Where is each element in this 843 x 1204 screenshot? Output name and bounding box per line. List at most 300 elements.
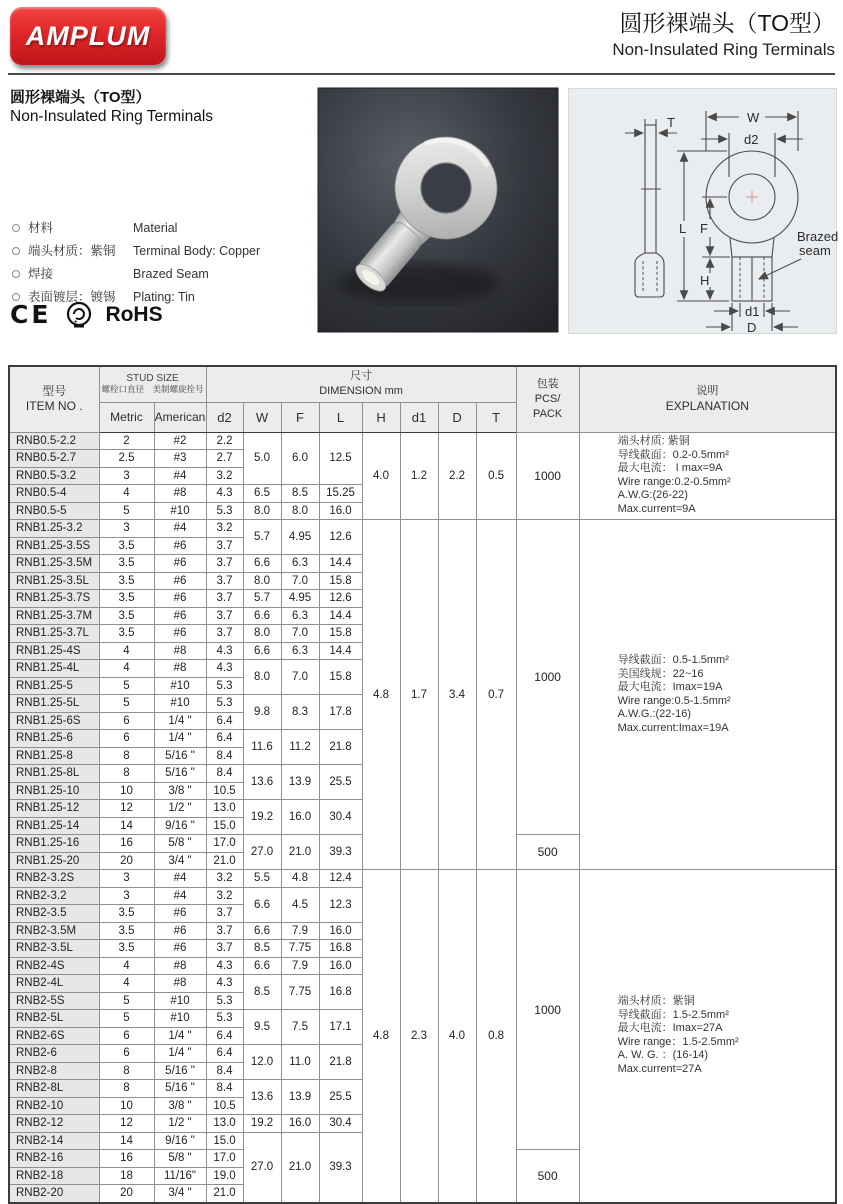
explanation-line: Max.current=9A bbox=[617, 502, 696, 515]
item-no-cell: RNB1.25-3.7L bbox=[9, 625, 99, 643]
american-cell: 11/16" bbox=[154, 1167, 206, 1185]
item-no-cell: RNB1.25-3.5M bbox=[9, 555, 99, 573]
f-cell: 6.3 bbox=[281, 607, 319, 625]
american-cell: 3/4 " bbox=[154, 1185, 206, 1203]
d2-cell: 5.3 bbox=[206, 677, 243, 695]
american-cell: 1/2 " bbox=[154, 1115, 206, 1133]
d2-cell: 3.7 bbox=[206, 625, 243, 643]
d1-cell: 1.7 bbox=[400, 520, 438, 870]
explanation-line: 美国线规：22~16 bbox=[617, 667, 704, 680]
h-cell: 4.0 bbox=[362, 432, 400, 520]
brand-logo bbox=[10, 7, 166, 65]
explanation-line: Max.current:Imax=19A bbox=[617, 721, 729, 734]
item-no-cell: RNB1.25-8 bbox=[9, 747, 99, 765]
explanation-line: 导线截面：0.2-0.5mm² bbox=[617, 448, 729, 461]
american-cell: 5/16 " bbox=[154, 1080, 206, 1098]
item-no-cell: RNB1.25-16 bbox=[9, 835, 99, 853]
diagram-label-h: H bbox=[700, 273, 710, 288]
l-cell: 12.6 bbox=[319, 520, 362, 555]
item-no-cell: RNB0.5-3.2 bbox=[9, 467, 99, 485]
metric-cell: 8 bbox=[99, 1062, 154, 1080]
metric-cell: 6 bbox=[99, 1045, 154, 1063]
d2-cell: 8.4 bbox=[206, 747, 243, 765]
material-item bbox=[10, 243, 310, 259]
bullet-icon bbox=[12, 247, 20, 255]
col-header-h: H bbox=[362, 402, 400, 432]
l-cell: 17.8 bbox=[319, 695, 362, 730]
col-header-f: F bbox=[281, 402, 319, 432]
f-cell: 7.0 bbox=[281, 572, 319, 590]
item-no-cell: RNB1.25-3.2 bbox=[9, 520, 99, 538]
item-no-cell: RNB1.25-5L bbox=[9, 695, 99, 713]
w-cell: 8.5 bbox=[243, 940, 281, 958]
d2-cell: 6.4 bbox=[206, 1045, 243, 1063]
w-cell: 6.6 bbox=[243, 957, 281, 975]
item-no-cell: RNB1.25-14 bbox=[9, 817, 99, 835]
american-cell: 9/16 " bbox=[154, 817, 206, 835]
f-cell: 7.5 bbox=[281, 1010, 319, 1045]
w-cell: 19.2 bbox=[243, 800, 281, 835]
metric-cell: 20 bbox=[99, 1185, 154, 1203]
l-cell: 15.8 bbox=[319, 625, 362, 643]
d2-cell: 8.4 bbox=[206, 1080, 243, 1098]
metric-cell: 3.5 bbox=[99, 940, 154, 958]
d2-cell: 3.2 bbox=[206, 467, 243, 485]
metric-cell: 12 bbox=[99, 800, 154, 818]
explanation-cell bbox=[579, 432, 836, 520]
d2-cell: 3.7 bbox=[206, 905, 243, 923]
metric-cell: 5 bbox=[99, 1010, 154, 1028]
metric-cell: 12 bbox=[99, 1115, 154, 1133]
w-cell: 6.6 bbox=[243, 607, 281, 625]
col-header-american: American bbox=[154, 402, 206, 432]
metric-cell: 14 bbox=[99, 817, 154, 835]
f-cell: 6.0 bbox=[281, 432, 319, 485]
explanation-cell bbox=[579, 520, 836, 870]
d2-cell: 4.3 bbox=[206, 642, 243, 660]
d2-cell: 2.7 bbox=[206, 450, 243, 468]
w-cell: 6.6 bbox=[243, 887, 281, 922]
l-cell: 14.4 bbox=[319, 607, 362, 625]
item-no-cell: RNB1.25-4S bbox=[9, 642, 99, 660]
l-cell: 17.1 bbox=[319, 1010, 362, 1045]
american-cell: 5/8 " bbox=[154, 835, 206, 853]
item-no-cell: RNB0.5-5 bbox=[9, 502, 99, 520]
item-no-cell: RNB1.25-3.5L bbox=[9, 572, 99, 590]
w-cell: 9.8 bbox=[243, 695, 281, 730]
pack-cell: 1000 bbox=[516, 520, 579, 835]
diagram-label-w: W bbox=[747, 110, 760, 125]
d2-cell: 19.0 bbox=[206, 1167, 243, 1185]
item-no-cell: RNB2-12 bbox=[9, 1115, 99, 1133]
item-no-cell: RNB1.25-3.5S bbox=[9, 537, 99, 555]
explanation-cell bbox=[579, 870, 836, 1203]
w-cell: 5.5 bbox=[243, 870, 281, 888]
l-cell: 12.5 bbox=[319, 432, 362, 485]
diagram-label-brazed-2: seam bbox=[799, 243, 831, 258]
w-cell: 6.5 bbox=[243, 485, 281, 503]
diagram-label-d1: d1 bbox=[745, 304, 760, 319]
explanation-line: 最大电流：Imax=19A bbox=[617, 681, 723, 693]
d2-cell: 4.3 bbox=[206, 975, 243, 993]
american-cell: #6 bbox=[154, 590, 206, 608]
diagram-label-l: L bbox=[679, 221, 687, 236]
metric-cell: 20 bbox=[99, 852, 154, 870]
w-cell: 6.6 bbox=[243, 922, 281, 940]
col-header-stud-size: STUD SIZE 螺栓口直径 美制螺旋拴号 bbox=[99, 366, 206, 402]
w-cell: 13.6 bbox=[243, 765, 281, 800]
d2-cell: 2.2 bbox=[206, 432, 243, 450]
item-no-cell: RNB1.25-20 bbox=[9, 852, 99, 870]
d2-cell: 3.7 bbox=[206, 572, 243, 590]
metric-cell: 6 bbox=[99, 712, 154, 730]
metric-cell: 8 bbox=[99, 1080, 154, 1098]
item-no-cell: RNB1.25-3.7M bbox=[9, 607, 99, 625]
f-cell: 21.0 bbox=[281, 835, 319, 870]
material-en: Brazed Seam bbox=[133, 267, 209, 281]
f-cell: 8.0 bbox=[281, 502, 319, 520]
d2-cell: 10.5 bbox=[206, 782, 243, 800]
f-cell: 13.9 bbox=[281, 765, 319, 800]
table-row bbox=[9, 870, 836, 888]
american-cell: 9/16 " bbox=[154, 1132, 206, 1150]
item-no-cell: RNB1.25-10 bbox=[9, 782, 99, 800]
diagram-label-f: F bbox=[700, 221, 708, 236]
w-cell: 5.7 bbox=[243, 590, 281, 608]
american-cell: #6 bbox=[154, 625, 206, 643]
american-cell: 3/8 " bbox=[154, 1097, 206, 1115]
metric-cell: 4 bbox=[99, 660, 154, 678]
material-item bbox=[10, 266, 310, 282]
f-cell: 4.95 bbox=[281, 590, 319, 608]
item-no-cell: RNB2-5S bbox=[9, 992, 99, 1010]
item-no-cell: RNB2-3.2S bbox=[9, 870, 99, 888]
l-cell: 16.0 bbox=[319, 922, 362, 940]
product-title-zh: 圆形裸端头（TO型） bbox=[10, 89, 151, 106]
d1-cell: 2.3 bbox=[400, 870, 438, 1203]
d2-cell: 6.4 bbox=[206, 1027, 243, 1045]
diagram-label-d: D bbox=[747, 320, 757, 335]
ce-icon: CE bbox=[10, 300, 52, 329]
material-en: Terminal Body: Copper bbox=[133, 244, 261, 258]
material-zh: 焊接 bbox=[28, 267, 54, 281]
d2-cell: 6.4 bbox=[206, 712, 243, 730]
american-cell: #8 bbox=[154, 485, 206, 503]
d2-cell: 21.0 bbox=[206, 1185, 243, 1203]
f-cell: 7.9 bbox=[281, 957, 319, 975]
metric-cell: 5 bbox=[99, 695, 154, 713]
page-title bbox=[612, 8, 835, 62]
american-cell: #3 bbox=[154, 450, 206, 468]
d2-cell: 21.0 bbox=[206, 852, 243, 870]
item-no-cell: RNB0.5-2.7 bbox=[9, 450, 99, 468]
item-no-cell: RNB1.25-4L bbox=[9, 660, 99, 678]
item-no-cell: RNB1.25-5 bbox=[9, 677, 99, 695]
metric-cell: 4 bbox=[99, 957, 154, 975]
american-cell: 1/4 " bbox=[154, 1027, 206, 1045]
l-cell: 15.8 bbox=[319, 660, 362, 695]
w-cell: 8.0 bbox=[243, 502, 281, 520]
col-header-w: W bbox=[243, 402, 281, 432]
metric-cell: 2.5 bbox=[99, 450, 154, 468]
item-no-cell: RNB2-16 bbox=[9, 1150, 99, 1168]
col-header-item: 型号 ITEM NO . bbox=[9, 366, 99, 432]
l-cell: 30.4 bbox=[319, 1115, 362, 1133]
metric-cell: 8 bbox=[99, 747, 154, 765]
w-cell: 8.0 bbox=[243, 660, 281, 695]
l-cell: 16.0 bbox=[319, 957, 362, 975]
american-cell: #6 bbox=[154, 905, 206, 923]
metric-cell: 4 bbox=[99, 485, 154, 503]
american-cell: #6 bbox=[154, 555, 206, 573]
american-cell: #4 bbox=[154, 870, 206, 888]
metric-cell: 14 bbox=[99, 1132, 154, 1150]
d2-cell: 8.4 bbox=[206, 765, 243, 783]
material-zh: 材料 bbox=[28, 221, 54, 235]
item-no-cell: RNB2-3.2 bbox=[9, 887, 99, 905]
d2-cell: 13.0 bbox=[206, 1115, 243, 1133]
spec-table-body bbox=[9, 432, 836, 1203]
w-cell: 8.5 bbox=[243, 975, 281, 1010]
l-cell: 21.8 bbox=[319, 1045, 362, 1080]
metric-cell: 16 bbox=[99, 1150, 154, 1168]
item-no-cell: RNB2-3.5L bbox=[9, 940, 99, 958]
d2-cell: 6.4 bbox=[206, 730, 243, 748]
l-cell: 16.8 bbox=[319, 975, 362, 1010]
item-no-cell: RNB1.25-3.7S bbox=[9, 590, 99, 608]
item-no-cell: RNB2-6S bbox=[9, 1027, 99, 1045]
w-cell: 27.0 bbox=[243, 1132, 281, 1203]
material-en: Material bbox=[133, 221, 178, 235]
d2-cell: 17.0 bbox=[206, 835, 243, 853]
explanation-line: 端头材质: 紫铜 bbox=[617, 435, 690, 448]
american-cell: #4 bbox=[154, 467, 206, 485]
metric-cell: 3.5 bbox=[99, 572, 154, 590]
rohs-label: RoHS bbox=[105, 302, 163, 326]
item-no-cell: RNB2-10 bbox=[9, 1097, 99, 1115]
f-cell: 7.0 bbox=[281, 625, 319, 643]
f-cell: 7.9 bbox=[281, 922, 319, 940]
item-no-cell: RNB0.5-2.2 bbox=[9, 432, 99, 450]
american-cell: 5/16 " bbox=[154, 765, 206, 783]
american-cell: #6 bbox=[154, 607, 206, 625]
explanation-line: 导线截面：0.5-1.5mm² bbox=[617, 654, 729, 666]
item-no-cell: RNB2-6 bbox=[9, 1045, 99, 1063]
l-cell: 12.6 bbox=[319, 590, 362, 608]
d2-cell: 3.2 bbox=[206, 870, 243, 888]
d2-cell: 5.3 bbox=[206, 502, 243, 520]
d2-cell: 13.0 bbox=[206, 800, 243, 818]
l-cell: 15.25 bbox=[319, 485, 362, 503]
american-cell: 1/4 " bbox=[154, 730, 206, 748]
metric-cell: 8 bbox=[99, 765, 154, 783]
american-cell: #10 bbox=[154, 695, 206, 713]
d2-cell: 10.5 bbox=[206, 1097, 243, 1115]
american-cell: 3/8 " bbox=[154, 782, 206, 800]
metric-cell: 5 bbox=[99, 992, 154, 1010]
item-no-cell: RNB2-18 bbox=[9, 1167, 99, 1185]
explanation-line: 最大电流：Imax=27A bbox=[617, 1022, 723, 1035]
d2-cell: 4.3 bbox=[206, 485, 243, 503]
l-cell: 39.3 bbox=[319, 835, 362, 870]
d-cell: 3.4 bbox=[438, 520, 476, 870]
item-no-cell: RNB2-14 bbox=[9, 1132, 99, 1150]
american-cell: #10 bbox=[154, 992, 206, 1010]
w-cell: 6.6 bbox=[243, 642, 281, 660]
american-cell: #2 bbox=[154, 432, 206, 450]
certifications bbox=[10, 300, 163, 329]
col-header-d1: d1 bbox=[400, 402, 438, 432]
header-divider bbox=[8, 73, 835, 75]
table-row bbox=[9, 432, 836, 450]
american-cell: #6 bbox=[154, 922, 206, 940]
table-row bbox=[9, 520, 836, 538]
d2-cell: 5.3 bbox=[206, 1010, 243, 1028]
d1-cell: 1.2 bbox=[400, 432, 438, 520]
material-zh: 端头材质：紫铜 bbox=[28, 244, 116, 258]
t-cell: 0.5 bbox=[476, 432, 516, 520]
metric-cell: 3 bbox=[99, 520, 154, 538]
product-photo bbox=[318, 88, 558, 332]
col-header-d: D bbox=[438, 402, 476, 432]
l-cell: 25.5 bbox=[319, 765, 362, 800]
item-no-cell: RNB2-4L bbox=[9, 975, 99, 993]
item-no-cell: RNB2-3.5M bbox=[9, 922, 99, 940]
american-cell: 5/16 " bbox=[154, 1062, 206, 1080]
metric-cell: 3.5 bbox=[99, 922, 154, 940]
d2-cell: 5.3 bbox=[206, 992, 243, 1010]
material-zh: 表面镀层：镀锡 bbox=[28, 290, 116, 304]
col-header-metric: Metric bbox=[99, 402, 154, 432]
metric-cell: 16 bbox=[99, 835, 154, 853]
american-cell: #4 bbox=[154, 887, 206, 905]
item-no-cell: RNB1.25-6S bbox=[9, 712, 99, 730]
explanation-line: 最大电流： I max=9A bbox=[617, 462, 723, 475]
w-cell: 27.0 bbox=[243, 835, 281, 870]
metric-cell: 4 bbox=[99, 975, 154, 993]
f-cell: 4.8 bbox=[281, 870, 319, 888]
w-cell: 5.7 bbox=[243, 520, 281, 555]
l-cell: 39.3 bbox=[319, 1132, 362, 1203]
f-cell: 16.0 bbox=[281, 1115, 319, 1133]
explanation-line: Max.current=27A bbox=[617, 1062, 702, 1075]
col-header-explanation: 说明 EXPLANATION bbox=[579, 366, 836, 432]
w-cell: 11.6 bbox=[243, 730, 281, 765]
w-cell: 12.0 bbox=[243, 1045, 281, 1080]
l-cell: 14.4 bbox=[319, 555, 362, 573]
explanation-line: A.W.G.:(22-16) bbox=[617, 708, 691, 720]
f-cell: 11.2 bbox=[281, 730, 319, 765]
col-header-t: T bbox=[476, 402, 516, 432]
w-cell: 9.5 bbox=[243, 1010, 281, 1045]
american-cell: 5/8 " bbox=[154, 1150, 206, 1168]
metric-cell: 4 bbox=[99, 642, 154, 660]
d2-cell: 3.7 bbox=[206, 922, 243, 940]
metric-cell: 3.5 bbox=[99, 590, 154, 608]
d2-cell: 5.3 bbox=[206, 695, 243, 713]
explanation-line: Wire range:0.2-0.5mm² bbox=[617, 475, 731, 488]
item-no-cell: RNB2-8L bbox=[9, 1080, 99, 1098]
explanation-line: 导线截面：1.5-2.5mm² bbox=[617, 1008, 729, 1021]
metric-cell: 3.5 bbox=[99, 555, 154, 573]
t-cell: 0.8 bbox=[476, 870, 516, 1203]
metric-cell: 3 bbox=[99, 870, 154, 888]
american-cell: #8 bbox=[154, 660, 206, 678]
diagram-label-d2: d2 bbox=[744, 132, 759, 147]
diagram-label-brazed-1: Brazed bbox=[797, 229, 839, 244]
l-cell: 12.4 bbox=[319, 870, 362, 888]
metric-cell: 5 bbox=[99, 502, 154, 520]
american-cell: #10 bbox=[154, 1010, 206, 1028]
metric-cell: 6 bbox=[99, 730, 154, 748]
metric-cell: 3 bbox=[99, 467, 154, 485]
l-cell: 16.0 bbox=[319, 502, 362, 520]
american-cell: #10 bbox=[154, 677, 206, 695]
w-cell: 13.6 bbox=[243, 1080, 281, 1115]
col-header-dimension: 尺寸 DIMENSION mm bbox=[206, 366, 516, 402]
pack-cell: 500 bbox=[516, 1150, 579, 1203]
metric-cell: 3.5 bbox=[99, 607, 154, 625]
w-cell: 19.2 bbox=[243, 1115, 281, 1133]
spec-table bbox=[8, 365, 837, 1204]
american-cell: #6 bbox=[154, 940, 206, 958]
pack-cell: 1000 bbox=[516, 432, 579, 520]
d2-cell: 3.7 bbox=[206, 607, 243, 625]
w-cell: 8.0 bbox=[243, 572, 281, 590]
l-cell: 15.8 bbox=[319, 572, 362, 590]
page-title-en: Non-Insulated Ring Terminals bbox=[612, 40, 835, 59]
d2-cell: 17.0 bbox=[206, 1150, 243, 1168]
item-no-cell: RNB2-4S bbox=[9, 957, 99, 975]
quality-cert-icon bbox=[65, 301, 93, 329]
d2-cell: 4.3 bbox=[206, 957, 243, 975]
metric-cell: 3.5 bbox=[99, 905, 154, 923]
explanation-line: 端头材质：紫铜 bbox=[617, 995, 695, 1008]
pack-cell: 1000 bbox=[516, 870, 579, 1150]
d2-cell: 15.0 bbox=[206, 1132, 243, 1150]
material-item bbox=[10, 220, 310, 236]
american-cell: #8 bbox=[154, 642, 206, 660]
metric-cell: 3 bbox=[99, 887, 154, 905]
bullet-icon bbox=[12, 270, 20, 278]
metric-cell: 10 bbox=[99, 782, 154, 800]
d2-cell: 3.2 bbox=[206, 520, 243, 538]
w-cell: 6.6 bbox=[243, 555, 281, 573]
explanation-line: A. W. G. ：(16-14) bbox=[617, 1049, 709, 1062]
american-cell: #8 bbox=[154, 975, 206, 993]
american-cell: #6 bbox=[154, 572, 206, 590]
american-cell: 1/4 " bbox=[154, 712, 206, 730]
h-cell: 4.8 bbox=[362, 520, 400, 870]
american-cell: 3/4 " bbox=[154, 852, 206, 870]
explanation-line: Wire range：1.5-2.5mm² bbox=[617, 1035, 739, 1048]
w-cell: 5.0 bbox=[243, 432, 281, 485]
bullet-icon bbox=[12, 224, 20, 232]
l-cell: 12.3 bbox=[319, 887, 362, 922]
product-title-en: Non-Insulated Ring Terminals bbox=[10, 108, 214, 125]
f-cell: 4.5 bbox=[281, 887, 319, 922]
metric-cell: 18 bbox=[99, 1167, 154, 1185]
f-cell: 8.5 bbox=[281, 485, 319, 503]
f-cell: 21.0 bbox=[281, 1132, 319, 1203]
f-cell: 16.0 bbox=[281, 800, 319, 835]
explanation-line: A.W.G:(26-22) bbox=[617, 489, 688, 502]
metric-cell: 3.5 bbox=[99, 625, 154, 643]
metric-cell: 6 bbox=[99, 1027, 154, 1045]
metric-cell: 5 bbox=[99, 677, 154, 695]
col-header-pack: 包装 PCS/ PACK bbox=[516, 366, 579, 432]
pack-cell: 500 bbox=[516, 835, 579, 870]
